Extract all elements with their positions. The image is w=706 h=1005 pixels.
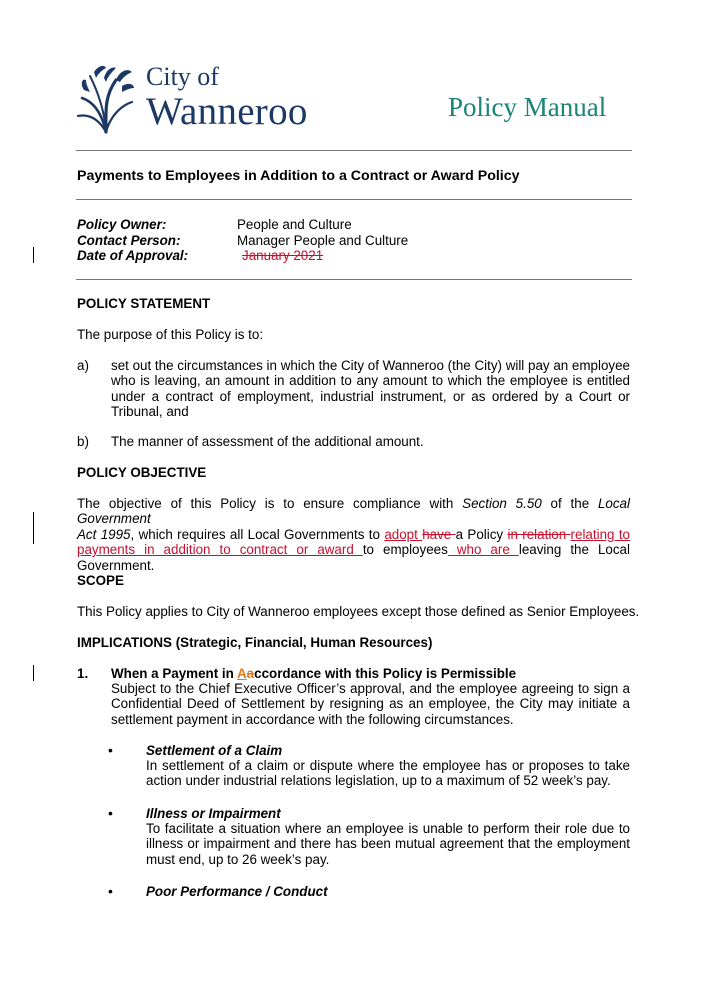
change-bar <box>33 247 34 263</box>
policy-objective-heading: POLICY OBJECTIVE <box>77 465 207 480</box>
policy-meta <box>77 217 617 264</box>
illness-impairment-body: To facilitate a situation where an employee is unable to perform their role due to illness or impairment and there has been mutual agreement that the employment must end, up to 26 week’s pay. <box>146 821 630 867</box>
change-bar <box>33 512 34 544</box>
owner-value: People and Culture <box>237 217 352 232</box>
bullet: • <box>108 805 113 821</box>
logo-wanneroo: Wanneroo <box>146 90 308 133</box>
wanneroo-plant-emblem-icon <box>76 62 136 134</box>
bullet: • <box>108 742 113 758</box>
meta-row-date <box>77 248 617 264</box>
inserted-text: payments in addition to contract or award <box>77 542 363 558</box>
meta-row-owner <box>77 217 617 233</box>
deleted-text: in relation <box>507 526 571 542</box>
illness-impairment-title: Illness or Impairment <box>146 806 281 821</box>
item-1-body: Subject to the Chief Executive Officer’s approval, and the employee agreeing to sign a Confidential Deed of Settlement by resigning as an employee, the City may initiate a settlement payment in accordance with the following circumstances. <box>111 681 630 727</box>
contact-label: Contact Person: <box>77 232 181 248</box>
logo-city-of: City of <box>146 62 219 91</box>
objective-paragraph: The objective of this Policy is to ensure compliance with Section 5.50 of the Local Government Act 1995, which requires all Local Governments to adopt have a Policy in relation relating to payments in addition to contract or award to employees who are leaving the Local Government. <box>77 496 630 573</box>
city-logo <box>76 62 326 134</box>
bullet: • <box>108 883 113 899</box>
inserted-text: relating to <box>570 526 630 542</box>
meta-divider <box>76 279 632 280</box>
inserted-text: adopt <box>384 526 423 542</box>
date-value-deleted: January 2021 <box>242 248 324 263</box>
statement-item-b: The manner of assessment of the additional amount. <box>111 434 424 449</box>
owner-label: Policy Owner: <box>77 217 167 232</box>
settlement-of-claim-body: In settlement of a claim or dispute where the employee has or proposes to take action under industrial relations legislation, up to a maximum of 52 week’s pay. <box>146 758 630 789</box>
deleted-text: a <box>246 666 255 681</box>
date-label: Date of Approval: <box>77 248 189 263</box>
inserted-text: who are <box>447 542 519 558</box>
item-1-heading: When a Payment in Aaccordance with this Policy is Permissible <box>111 666 517 681</box>
scope-text: This Policy applies to City of Wanneroo employees except those defined as Senior Employees. <box>77 604 640 619</box>
contact-value: Manager People and Culture <box>237 232 409 248</box>
inserted-text: A <box>237 666 247 681</box>
policy-statement-heading: POLICY STATEMENT <box>77 296 211 311</box>
statement-item-a: set out the circumstances in which the City of Wanneroo (the City) will pay an employee who is leaving, an amount in addition to any amount to which the employee is entitled under a contract of employment, industrial instrument, or as ordered by a Court or Tribunal, and <box>111 358 630 420</box>
item-1-marker: 1. <box>77 666 89 681</box>
policy-manual-title: Policy Manual <box>448 92 607 122</box>
deleted-text: have <box>422 526 456 542</box>
implications-heading: IMPLICATIONS (Strategic, Financial, Human Resources) <box>77 635 433 650</box>
meta-row-contact <box>77 233 617 249</box>
statement-intro: The purpose of this Policy is to: <box>77 327 264 342</box>
poor-performance-title: Poor Performance / Conduct <box>146 884 328 899</box>
scope-heading: SCOPE <box>77 573 124 588</box>
document-title: Payments to Employees in Addition to a Contract or Award Policy <box>77 168 520 184</box>
title-divider <box>76 199 632 200</box>
header-divider <box>76 150 632 151</box>
change-bar <box>33 665 34 681</box>
list-marker-b: b) <box>77 434 89 449</box>
settlement-of-claim-title: Settlement of a Claim <box>146 743 283 758</box>
list-marker-a: a) <box>77 358 89 373</box>
